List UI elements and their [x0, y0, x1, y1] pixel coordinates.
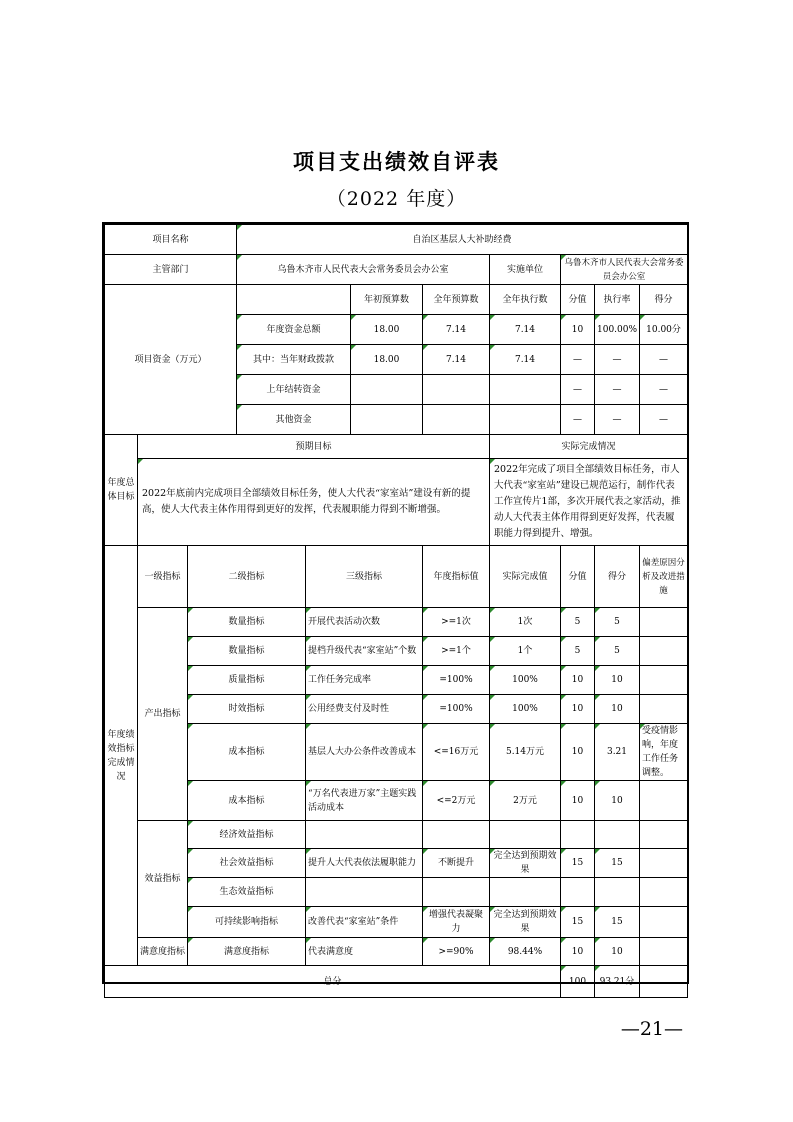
indicator-row: [105, 666, 688, 695]
actual-value: 98.44%: [490, 938, 561, 966]
target-value: >=1个: [423, 637, 490, 666]
got-value: 10: [595, 695, 640, 724]
level3-indicator: 公用经费支付及时性: [306, 695, 423, 724]
document-subtitle: （2022 年度）: [326, 188, 467, 210]
target-value: =100%: [423, 695, 490, 724]
level3-indicator: 工作任务完成率: [306, 666, 423, 695]
score-value: 10: [561, 666, 595, 695]
deviation-note: [640, 608, 688, 637]
deviation-note: [640, 938, 688, 966]
project-name-row: [105, 225, 688, 255]
actual-value: 完全达到预期效果: [490, 849, 561, 878]
total-label: 总分: [105, 966, 561, 998]
funds-cell: —: [595, 405, 640, 435]
got-value: [595, 821, 640, 849]
indicator-row: [105, 938, 688, 966]
level3-indicator: 改善代表“家室站”条件: [306, 907, 423, 938]
score-value: 5: [561, 608, 595, 637]
indicator-header: 实际完成值: [490, 546, 561, 608]
score-value: 10: [561, 938, 595, 966]
funds-header: 全年预算数: [423, 285, 490, 315]
funds-cell: —: [595, 375, 640, 405]
deviation-note: [640, 878, 688, 907]
deviation-note: [640, 821, 688, 849]
department-value: 乌鲁木齐市人民代表大会常务委员会办公室: [237, 255, 490, 285]
implementing-unit-value: 乌鲁木齐市人民代表大会常务委员会办公室: [561, 255, 688, 285]
implementing-unit-label: 实施单位: [490, 255, 561, 285]
document-title: 项目支出绩效自评表: [293, 149, 500, 174]
got-value: 10: [595, 666, 640, 695]
indicator-row: [105, 608, 688, 637]
actual-value: 完全达到预期效果: [490, 907, 561, 938]
target-value: <=2万元: [423, 781, 490, 821]
indicators-header-row: [105, 546, 688, 608]
goals-header-row: [105, 435, 688, 459]
actual-value: 100%: [490, 666, 561, 695]
level2-indicator: 生态效益指标: [188, 878, 306, 907]
score-value: 10: [561, 781, 595, 821]
actual-value: 100%: [490, 695, 561, 724]
funds-cell: 7.14: [490, 315, 561, 345]
level1-indicator: 产出指标: [138, 608, 188, 821]
got-value: 5: [595, 608, 640, 637]
level3-indicator: 开展代表活动次数: [306, 608, 423, 637]
got-value: 5: [595, 637, 640, 666]
target-value: >=1次: [423, 608, 490, 637]
funds-cell: 7.14: [423, 345, 490, 375]
score-value: 10: [561, 695, 595, 724]
level2-indicator: 可持续影响指标: [188, 907, 306, 938]
score-value: 5: [561, 637, 595, 666]
got-value: 3.21: [595, 724, 640, 781]
funds-row-label: 上年结转资金: [237, 375, 351, 405]
indicator-row: [105, 878, 688, 907]
funds-cell: 100.00%: [595, 315, 640, 345]
total-got: 93.21分: [595, 966, 640, 998]
target-value: [423, 821, 490, 849]
funds-cell: 10.00分: [640, 315, 688, 345]
score-value: 15: [561, 907, 595, 938]
project-name-value: 自治区基层人大补助经费: [237, 225, 688, 255]
score-value: [561, 878, 595, 907]
score-value: 15: [561, 849, 595, 878]
funds-header: 得分: [640, 285, 688, 315]
actual-value: [490, 821, 561, 849]
level3-indicator: [306, 821, 423, 849]
funds-row-label: 年度资金总额: [237, 315, 351, 345]
actual-value: 2万元: [490, 781, 561, 821]
funds-cell: [423, 405, 490, 435]
funds-cell: —: [561, 345, 595, 375]
total-note: [640, 966, 688, 998]
indicator-row: [105, 781, 688, 821]
department-label: 主管部门: [105, 255, 237, 285]
target-value: [423, 878, 490, 907]
department-row: [105, 255, 688, 285]
funds-cell: —: [561, 405, 595, 435]
funds-cell: 7.14: [423, 315, 490, 345]
level2-indicator: 成本指标: [188, 781, 306, 821]
funds-cell: [351, 375, 423, 405]
level1-indicator: 满意度指标: [138, 938, 188, 966]
actual-value: [490, 878, 561, 907]
funds-header-row: [105, 285, 688, 315]
indicator-row: [105, 695, 688, 724]
actual-result-text: 2022年完成了项目全部绩效目标任务，市人大代表“家室站”建设已规范运行，制作代表工作宣传片1部，多次开展代表之家活动，推动人大代表主体作用得到更好发挥，代表履职能力得到提升、增强。: [490, 459, 688, 546]
indicator-row: [105, 907, 688, 938]
got-value: 15: [595, 907, 640, 938]
level2-indicator: 时效指标: [188, 695, 306, 724]
expected-goal-text: 2022年底前内完成项目全部绩效目标任务，使人大代表“家室站”建设有新的提高，使人大代表主体作用得到更好的发挥，代表履职能力得到不断增强。: [138, 459, 490, 546]
target-value: =100%: [423, 666, 490, 695]
indicator-header: 三级指标: [306, 546, 423, 608]
funds-cell: —: [561, 375, 595, 405]
indicators-side-label: 年度绩效指标完成情况: [105, 546, 138, 966]
actual-value: 1次: [490, 608, 561, 637]
level2-indicator: 经济效益指标: [188, 821, 306, 849]
level3-indicator: [306, 878, 423, 907]
level2-indicator: 满意度指标: [188, 938, 306, 966]
goals-label: 年度总体目标: [105, 435, 138, 546]
funds-cell: —: [640, 345, 688, 375]
got-value: 15: [595, 849, 640, 878]
deviation-note: [640, 907, 688, 938]
level2-indicator: 社会效益指标: [188, 849, 306, 878]
funds-cell: —: [640, 405, 688, 435]
target-value: 增强代表凝聚力: [423, 907, 490, 938]
score-value: [561, 821, 595, 849]
indicator-header: 分值: [561, 546, 595, 608]
level3-indicator: 提升人大代表依法履职能力: [306, 849, 423, 878]
level2-indicator: 成本指标: [188, 724, 306, 781]
funds-cell: [351, 405, 423, 435]
indicator-row: [105, 724, 688, 781]
funds-header: 分值: [561, 285, 595, 315]
funds-label: 项目资金（万元）: [105, 285, 237, 435]
funds-row-label: 其他资金: [237, 405, 351, 435]
funds-cell: 10: [561, 315, 595, 345]
got-value: 10: [595, 781, 640, 821]
target-value: >=90%: [423, 938, 490, 966]
indicator-row: [105, 849, 688, 878]
self-evaluation-table: [102, 222, 689, 987]
funds-header-blank: [237, 285, 351, 315]
level2-indicator: 质量指标: [188, 666, 306, 695]
level3-indicator: “万名代表进万家”主题实践活动成本: [306, 781, 423, 821]
indicator-header: 得分: [595, 546, 640, 608]
level3-indicator: 提档升级代表“家室站”个数: [306, 637, 423, 666]
deviation-note: [640, 781, 688, 821]
funds-cell: 18.00: [351, 345, 423, 375]
funds-header: 执行率: [595, 285, 640, 315]
level2-indicator: 数量指标: [188, 637, 306, 666]
got-value: 10: [595, 938, 640, 966]
funds-cell: [490, 405, 561, 435]
indicator-header: 偏差原因分析及改进措施: [640, 546, 688, 608]
total-row: [105, 966, 688, 998]
level1-indicator: 效益指标: [138, 821, 188, 938]
page-number: —21—: [620, 1018, 683, 1040]
funds-cell: 7.14: [490, 345, 561, 375]
indicator-row: [105, 821, 688, 849]
funds-cell: —: [640, 375, 688, 405]
level3-indicator: 代表满意度: [306, 938, 423, 966]
score-value: 10: [561, 724, 595, 781]
deviation-note: [640, 849, 688, 878]
actual-result-label: 实际完成情况: [490, 435, 688, 459]
deviation-note: [640, 666, 688, 695]
indicator-header: 二级指标: [188, 546, 306, 608]
level3-indicator: 基层人大办公条件改善成本: [306, 724, 423, 781]
deviation-note: 受疫情影响，年度工作任务调整。: [640, 724, 688, 781]
funds-cell: [490, 375, 561, 405]
total-score: 100: [561, 966, 595, 998]
indicator-row: [105, 637, 688, 666]
funds-header: 全年执行数: [490, 285, 561, 315]
indicator-header: 一级指标: [138, 546, 188, 608]
expected-goal-label: 预期目标: [138, 435, 490, 459]
project-name-label: 项目名称: [105, 225, 237, 255]
funds-header: 年初预算数: [351, 285, 423, 315]
actual-value: 1个: [490, 637, 561, 666]
target-value: 不断提升: [423, 849, 490, 878]
deviation-note: [640, 637, 688, 666]
level2-indicator: 数量指标: [188, 608, 306, 637]
funds-row-label: 其中：当年财政拨款: [237, 345, 351, 375]
indicator-header: 年度指标值: [423, 546, 490, 608]
funds-cell: 18.00: [351, 315, 423, 345]
funds-cell: —: [595, 345, 640, 375]
target-value: <=16万元: [423, 724, 490, 781]
funds-cell: [423, 375, 490, 405]
got-value: [595, 878, 640, 907]
actual-value: 5.14万元: [490, 724, 561, 781]
deviation-note: [640, 695, 688, 724]
goals-content-row: [105, 459, 688, 546]
